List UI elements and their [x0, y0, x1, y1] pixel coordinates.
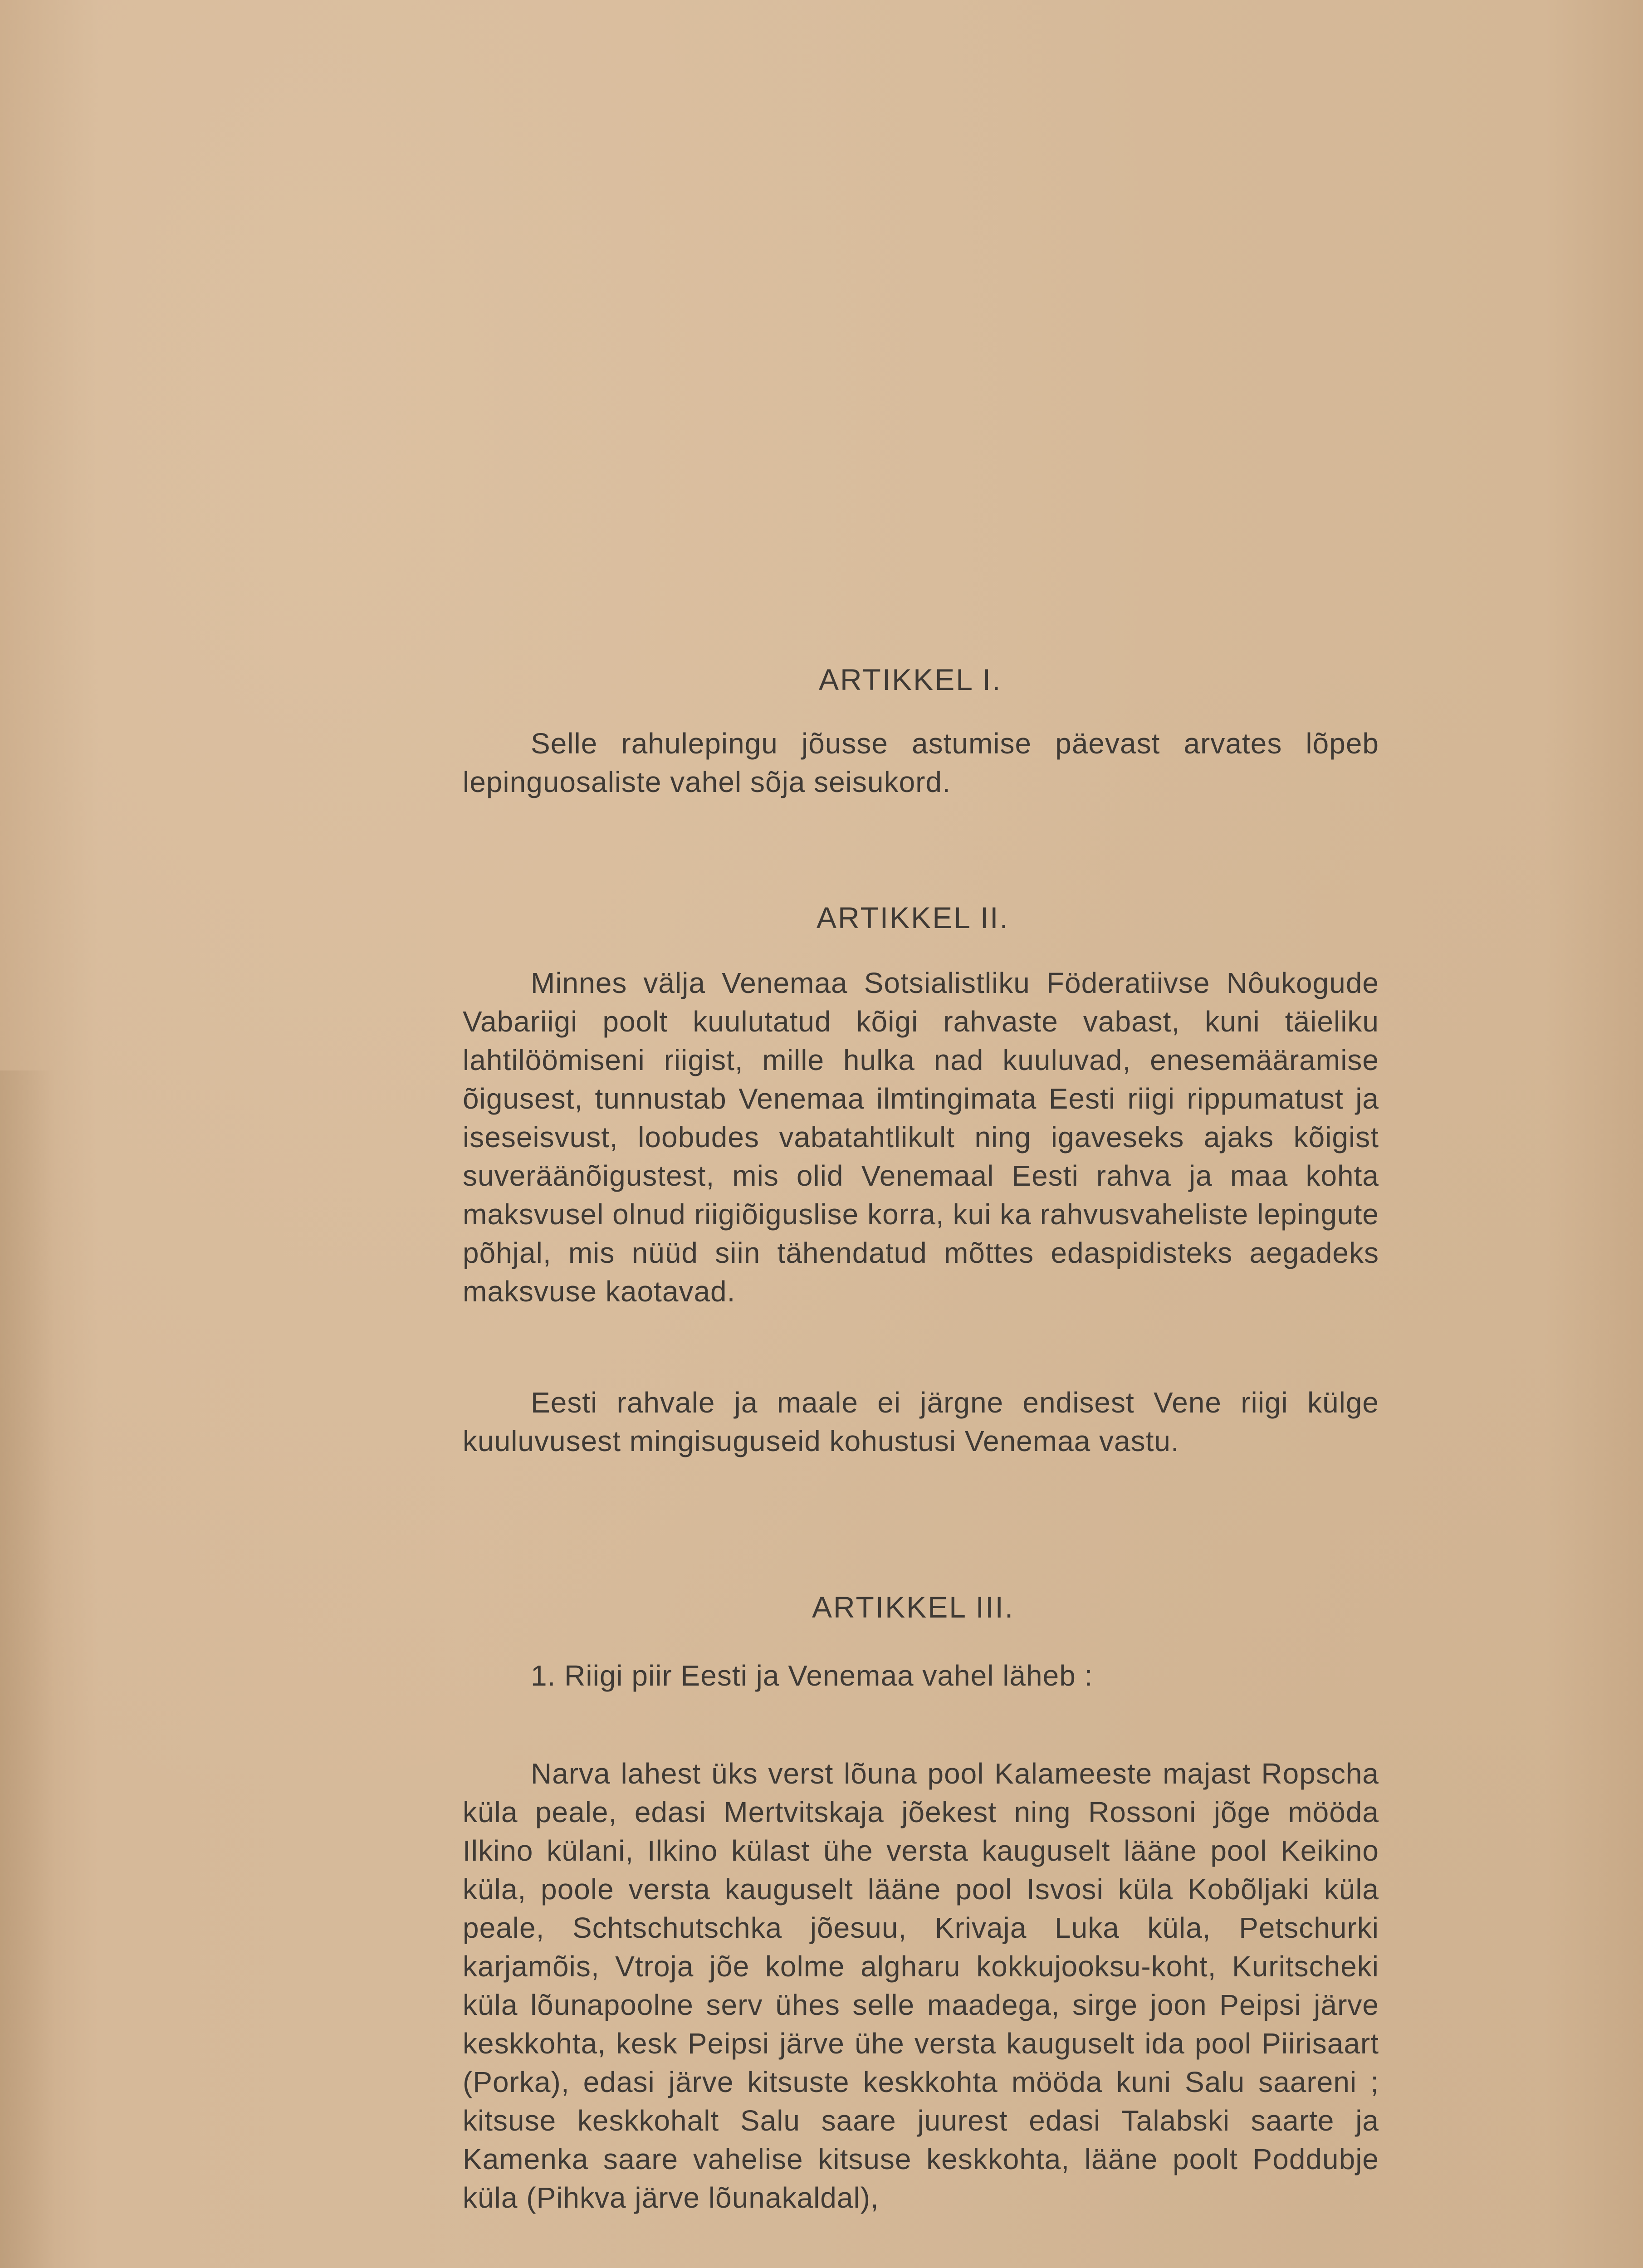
article-2-paragraph-1: Minnes välja Venemaa Sotsialistliku Föderatiivse Nôukogude Vabariigi poolt kuulutatud kõigi rahvaste vabast, kuni täieliku lahtilöömiseni riigist, mille hulka nad kuuluvad, enesemääramise õigusest, tunnustab Venemaa ilmtingimata Eesti riigi rippumatust ja iseseisvust, loobudes vabatahtlikult ning igaveseks ajaks kõigist suveräänõigustest, mis olid Venemaal Eesti rahva ja maa kohta maksvusel olnud riigiõiguslise korra, kui ka rahvusvaheliste lepingute põhjal, mis nüüd siin tähendatud mõttes edaspidisteks aegadeks maksvuse kaotavad. [463, 967, 1379, 1308]
article-3-heading: ARTIKKEL III. [812, 1590, 1015, 1624]
article-3-body [463, 1755, 1379, 2217]
article-2-body [463, 964, 1379, 1311]
article-1-heading: ARTIKKEL I. [819, 663, 1002, 696]
article-2-body-2 [463, 1383, 1379, 1461]
article-2-paragraph-2: Eesti rahvale ja maale ei järgne endisest Vene riigi külge kuuluvusest mingisuguseid kohustusi Venemaa vastu. [463, 1386, 1379, 1457]
article-1-body [463, 724, 1379, 802]
article-1-paragraph: Selle rahulepingu jõusse astumise päevast arvates lõpeb lepinguosaliste vahel sõja seisukord. [463, 727, 1379, 798]
article-2-heading: ARTIKKEL II. [817, 901, 1009, 934]
paper-fold-shadow [0, 1070, 54, 2268]
article-3-item-1-block [463, 1657, 1379, 1695]
article-3-item-1: 1. Riigi piir Eesti ja Venemaa vahel läheb : [531, 1659, 1093, 1692]
article-3-paragraph: Narva lahest üks verst lõuna pool Kalameeste majast Ropscha küla peale, edasi Mertvitskaja jõekest ning Rossoni jõge mööda Ilkino külani, Ilkino külast ühe versta kauguselt lääne pool Keikino küla, poole versta kauguselt lääne pool Isvosi küla Kobõljaki küla peale, Schtschutschka jõesuu, Krivaja Luka küla, Petschurki karjamõis, Vtroja jõe kolme algharu kokkujooksu-koht, Kuritscheki küla lõunapoolne serv ühes selle maadega, sirge joon Peipsi järve keskkohta, kesk Peipsi järve ühe versta kauguselt ida pool Piirisaart (Porka), edasi järve kitsuste keskkohta mööda kuni Salu saareni ; kitsuse keskkohalt Salu saare juurest edasi Talabski saarte ja Kamenka saare vahelise kitsuse keskkohta, lääne poolt Poddubje küla (Pihkva järve lõunakaldal), [463, 1757, 1379, 2214]
